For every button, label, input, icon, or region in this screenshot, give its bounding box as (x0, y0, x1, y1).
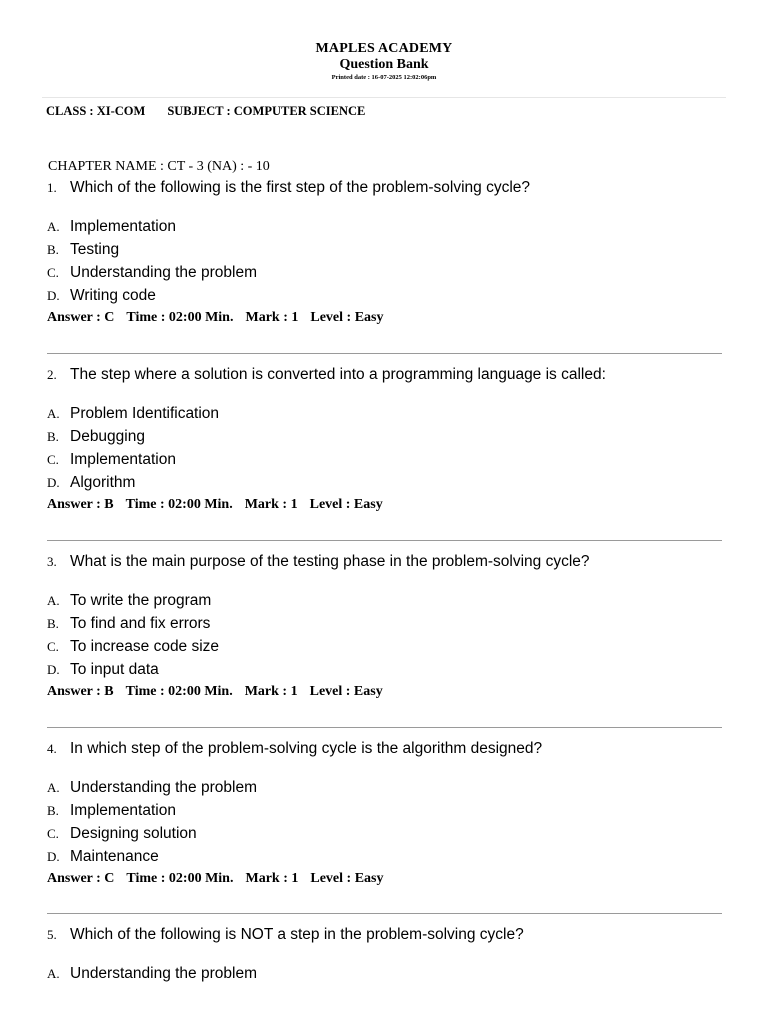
option-d (47, 472, 727, 495)
document-subtitle: Question Bank (339, 57, 429, 72)
option-letter: B. (47, 429, 59, 444)
option-b (47, 613, 727, 636)
question-number: 3. (47, 554, 57, 569)
option-b (47, 800, 727, 823)
option-d (47, 285, 727, 308)
options-list (47, 777, 727, 869)
question-5 (47, 924, 727, 986)
option-letter: C. (47, 452, 59, 467)
option-letter: A. (47, 593, 60, 608)
option-text: Debugging (70, 428, 145, 445)
option-a (47, 403, 727, 426)
option-b (47, 239, 727, 262)
option-text: To input data (70, 661, 159, 678)
printed-date: Printed date : 16-07-2025 12:02:06pm (331, 74, 437, 81)
option-letter: A. (47, 406, 60, 421)
option-text: Understanding the problem (70, 779, 257, 796)
mark-value: Mark : 1 (244, 684, 298, 699)
option-text: Problem Identification (70, 405, 220, 422)
option-letter: C. (47, 639, 59, 654)
option-text: Implementation (70, 802, 176, 819)
option-c (47, 823, 727, 846)
option-letter: C. (47, 265, 59, 280)
question-number: 4. (47, 741, 57, 756)
option-text: Writing code (70, 287, 156, 304)
answer-line (47, 869, 727, 889)
question-text: The step where a solution is converted into a programming language is called: (70, 366, 606, 383)
question-1 (47, 177, 727, 328)
question-2 (47, 364, 727, 515)
question-text: Which of the following is the first step of the problem-solving cycle? (70, 179, 531, 196)
option-b (47, 426, 727, 449)
answer-line (47, 682, 727, 702)
options-list (47, 403, 727, 495)
question-number: 5. (47, 927, 57, 942)
class-label: CLASS : XI-COM (46, 104, 146, 118)
option-c (47, 449, 727, 472)
option-a (47, 777, 727, 800)
option-letter: D. (47, 288, 60, 303)
time-allowed: Time : 02:00 Min. (125, 497, 233, 512)
option-c (47, 262, 727, 285)
chapter-name: CHAPTER NAME : CT - 3 (NA) : - 10 (48, 159, 270, 174)
option-text: Understanding the problem (70, 264, 257, 281)
option-letter: D. (47, 475, 60, 490)
question-stem (47, 177, 727, 199)
document-header (0, 40, 768, 82)
option-d (47, 659, 727, 682)
question-4 (47, 738, 727, 889)
option-letter: C. (47, 826, 59, 841)
option-text: Maintenance (70, 848, 159, 865)
answer-key: Answer : B (47, 497, 114, 512)
difficulty-level: Level : Easy (310, 310, 384, 325)
option-text: Implementation (70, 451, 176, 468)
answer-key: Answer : C (47, 310, 115, 325)
time-allowed: Time : 02:00 Min. (125, 684, 233, 699)
option-letter: D. (47, 662, 60, 677)
difficulty-level: Level : Easy (309, 684, 383, 699)
option-text: To increase code size (70, 638, 220, 655)
option-text: Understanding the problem (70, 965, 257, 982)
class-subject-line (46, 104, 365, 119)
options-list (47, 963, 727, 986)
question-stem (47, 551, 727, 573)
difficulty-level: Level : Easy (309, 497, 383, 512)
option-letter: A. (47, 780, 60, 795)
header-divider (42, 97, 726, 98)
answer-key: Answer : C (47, 871, 115, 886)
question-text: Which of the following is NOT a step in the problem-solving cycle? (70, 926, 524, 943)
question-number: 1. (47, 180, 57, 195)
question-text: In which step of the problem-solving cycle is the algorithm designed? (70, 740, 543, 757)
option-letter: A. (47, 219, 60, 234)
option-text: Designing solution (70, 825, 197, 842)
time-allowed: Time : 02:00 Min. (126, 310, 234, 325)
answer-key: Answer : B (47, 684, 114, 699)
options-list (47, 590, 727, 682)
question-number: 2. (47, 367, 57, 382)
option-text: Implementation (70, 218, 176, 235)
question-stem (47, 924, 727, 946)
option-letter: B. (47, 242, 59, 257)
question-stem (47, 364, 727, 386)
option-letter: D. (47, 849, 60, 864)
option-a (47, 963, 727, 986)
option-a (47, 216, 727, 239)
option-text: To find and fix errors (70, 615, 211, 632)
question-divider (47, 353, 722, 354)
mark-value: Mark : 1 (245, 310, 299, 325)
difficulty-level: Level : Easy (310, 871, 384, 886)
subject-label: SUBJECT : COMPUTER SCIENCE (167, 104, 366, 118)
question-divider (47, 727, 722, 728)
question-3 (47, 551, 727, 702)
answer-line (47, 495, 727, 515)
question-text: What is the main purpose of the testing phase in the problem-solving cycle? (70, 553, 590, 570)
time-allowed: Time : 02:00 Min. (126, 871, 234, 886)
school-name: MAPLES ACADEMY (315, 41, 453, 56)
option-c (47, 636, 727, 659)
option-a (47, 590, 727, 613)
option-letter: B. (47, 803, 59, 818)
question-divider (47, 913, 722, 914)
option-d (47, 846, 727, 869)
question-divider (47, 540, 722, 541)
option-text: To write the program (70, 592, 212, 609)
option-text: Testing (70, 241, 120, 258)
answer-line (47, 308, 727, 328)
option-letter: B. (47, 616, 59, 631)
mark-value: Mark : 1 (245, 871, 299, 886)
mark-value: Mark : 1 (244, 497, 298, 512)
option-letter: A. (47, 966, 60, 981)
options-list (47, 216, 727, 308)
option-text: Algorithm (70, 474, 136, 491)
question-stem (47, 738, 727, 760)
